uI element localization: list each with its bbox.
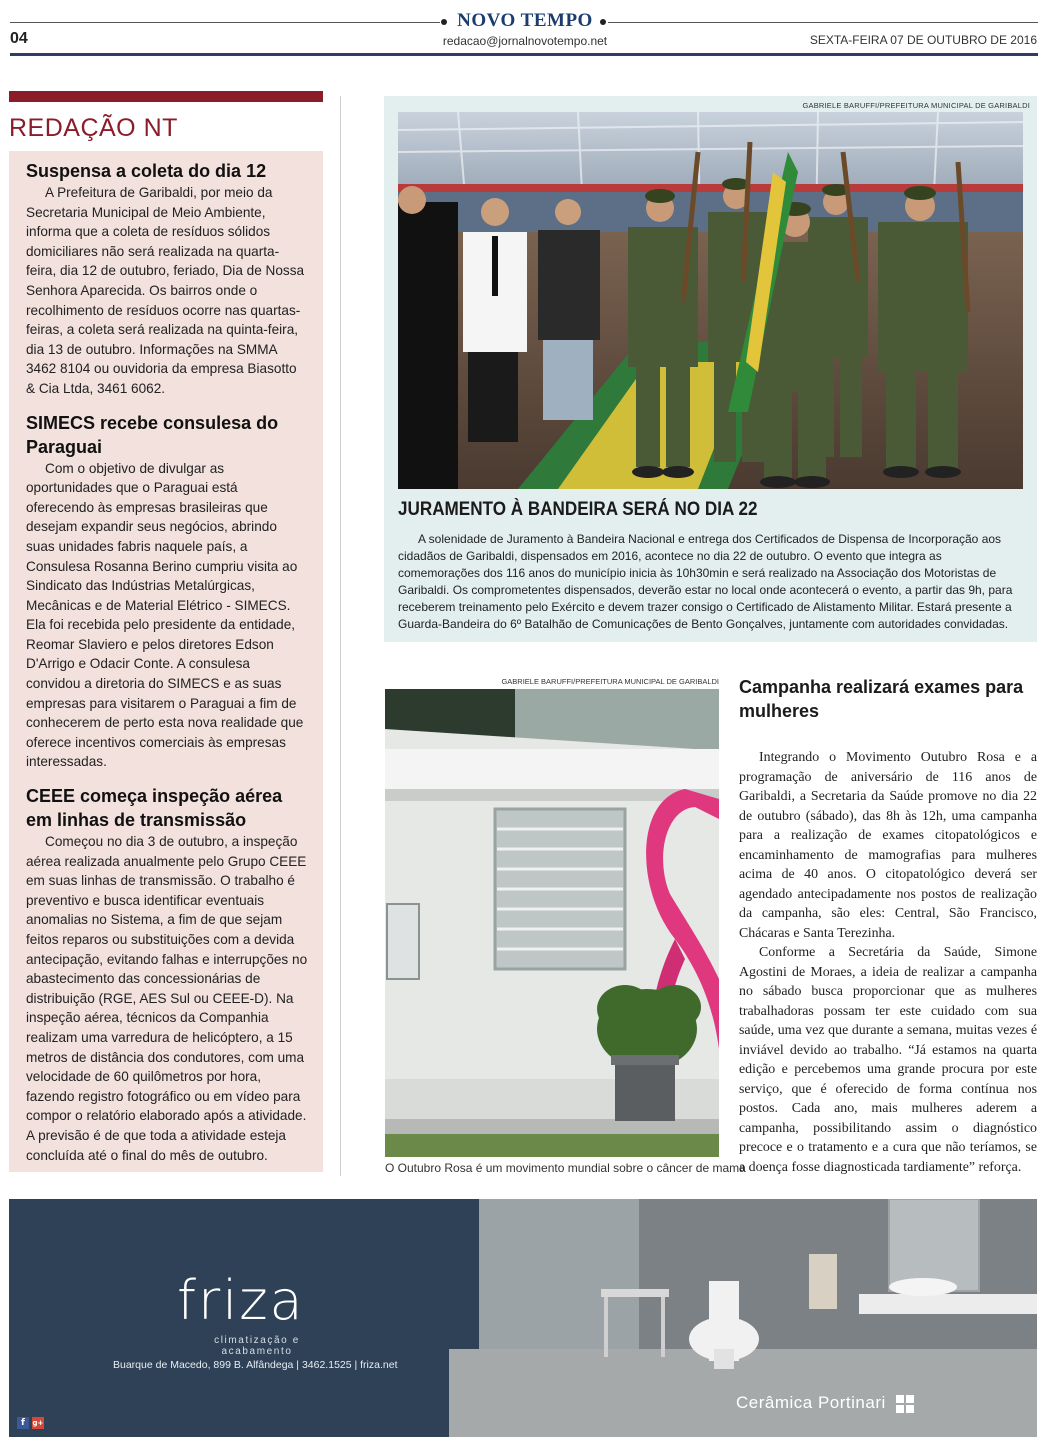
parade-illustration — [398, 112, 1023, 489]
feature-body: A solenidade de Juramento à Bandeira Nacional e entrega dos Certificados de Dispensa de Incorporação aos cidadãos de Garibaldi, dispensados em 2016, acontece no dia 22 de outubro. O evento que integra as comemorações dos 116 anos do município inicia às 10h30min e será realizado na Associação dos Motoristas de Garibaldi. Os comprometentes dispensados, deverão estar no local onde acontecerá o evento, a partir das 9h, para receberem treinamento pelo Exército e devem trazer consigo o Certificado de Alistamento Militar. Estará presente a Guarda-Bandeira do 6º Batalhão de Comunicações de Bento Gonçalves, juntamente com autoridades convidadas. — [398, 532, 1013, 631]
news-briefs-list — [26, 159, 308, 1177]
brief-body: Com o objetivo de divulgar as oportunidades que o Paraguai está oferecendo às empresas brasileiras que desejam expandir seus negócios, abrindo suas unidades fabris naquele país, a Consulesa Rosanna Berino cumpriu visita ao Sindicato das Indústrias Metalúrgicas, Mecânicas e de Material Elétrico - SIMECS. Ela foi recebida pelo presidente da entidade, Reomar Slaviero e pelos diretores Edson D'Arrigo e Odacir Conte. A consulesa convidou a diretoria do SIMECS e as suas empresas para visitarem o Paraguai a fim de conhecerem de perto esta nova realidade que oferece incentivos comerciais às empresas interessadas. — [26, 460, 304, 770]
facebook-icon[interactable]: f — [17, 1417, 29, 1429]
social-links — [17, 1417, 44, 1429]
friza-logo: friza — [177, 1269, 305, 1332]
google-plus-icon[interactable]: g+ — [32, 1419, 44, 1427]
article-paragraph: Conforme a Secretária da Saúde, Simone Agostini de Moraes, a ideia de realizar a campanha no sábado busca proporcionar que as mulheres trabalhadoras possam ter este cuidado com sua saúde, uma vez que durante a semana, muitas vezes é inviável devido ao trabalho. “Já estamos na quarta edição e percebemos uma grande procura por este serviço, que é oferecido de forma contínua nos postos. Cada ano, mais mulheres aderem a campanha, possibilitando assim o diagnóstico precoce e o tratamento e a cura que não teríamos, se a doença fosse diagnosticada tardiamente” reforça. — [739, 945, 1037, 1175]
header-rule-bottom — [10, 53, 1038, 56]
photo-caption: O Outubro Rosa é um movimento mundial sobre o câncer de mama — [385, 1161, 746, 1175]
contact-email[interactable]: redacao@jornalnovotempo.net — [442, 34, 608, 48]
header-rule-left — [10, 22, 440, 23]
portinari-logo-icon — [896, 1395, 914, 1413]
friza-advertisement[interactable] — [9, 1199, 1037, 1437]
header-bullet-right — [600, 19, 606, 25]
pink-ribbon-illustration — [385, 689, 719, 1157]
article-paragraph: Integrando o Movimento Outubro Rosa e a programação de aniversário de 116 anos de Garibaldi, a Secretaria da Saúde promove no dia 22 de outubro (sábado), das 8h às 12h, uma campanha para a realização de exames citopatológicos e encaminhamento de mamografias para mulheres acima de 40 anos. O citopatológico deverá ser agendado antecipadamente nos postos de realização da campanha, são eles: Central, São Francisco, Chácaras e Santa Terezinha. — [739, 750, 1037, 941]
brief-title: CEEE começa inspeção aérea em linhas de transmissão — [26, 786, 283, 831]
flag-oath-parade-photo — [398, 112, 1023, 489]
brief-title: SIMECS recebe consulesa do Paraguai — [26, 412, 279, 457]
issue-date: SEXTA-FEIRA 07 DE OUTUBRO DE 2016 — [809, 33, 1037, 47]
photo-credit: GABRIELE BARUFFI/PREFEITURA MUNICIPAL DE GARIBALDI — [802, 101, 1030, 110]
brief-title: Suspensa a coleta do dia 12 — [26, 161, 267, 181]
photo-credit: GABRIELE BARUFFI/PREFEITURA MUNICIPAL DE GARIBALDI — [501, 677, 719, 686]
brief-body: Começou no dia 3 de outubro, a inspeção aérea realizada anualmente pelo Grupo CEEE em suas linhas de transmissão. O trabalho é preventivo e busca identificar eventuais anomalias no Sistema, a fim de que sejam feitos reparos ou substituições com a devida antecipação, evitando falhas e interrupções no abastecimento das concessionárias de distribuição (RGE, AES Sul ou CEEE-D). Na inspeção aérea, técnicos da Companhia realizam uma varredura de helicóptero, a 15 metros de distância dos condutores, com uma velocidade de 60 quilômetros por hora, fazendo registro fotográfico ou em vídeo para compor o relatório elaborado após a atividade. A previsão é de que toda a atividade esteja concluída até o final do mês de outubro. — [26, 834, 308, 1163]
feature-headline: JURAMENTO À BANDEIRA SERÁ NO DIA 22 — [398, 499, 758, 520]
section-color-bar — [9, 91, 323, 102]
portinari-brand: Cerâmica Portinari — [736, 1393, 886, 1412]
article-headline: Campanha realizará exames para mulheres — [739, 677, 1024, 721]
friza-tagline: climatização e acabamento — [214, 1335, 300, 1357]
friza-address: Buarque de Macedo, 899 B. Alfândega | 3462.1525 | friza.net — [113, 1359, 398, 1371]
section-title: REDAÇÃO NT — [9, 114, 178, 142]
header-rule-right — [608, 22, 1038, 23]
masthead: NOVO TEMPO — [457, 10, 593, 31]
pink-ribbon-photo — [385, 689, 719, 1157]
column-divider — [340, 96, 341, 1176]
page-number: 04 — [10, 30, 28, 47]
news-briefs-box — [9, 151, 323, 1172]
brief-body: A Prefeitura de Garibaldi, por meio da Secretaria Municipal de Meio Ambiente, informa que a coleta de resíduos sólidos domiciliares não será realizada na quarta-feira, dia 12 de outubro, feriado, Dia de Nossa Senhora Aparecida. Os bairros onde o recolhimento de resíduos ocorre nas quartas-feiras, a coleta será realizada na quinta-feira, dia 13 de outubro. Informações na SMMA 3462 8104 ou ouvidoria da empresa Biasotto & Cia Ltda, 3461 6062. — [26, 185, 305, 396]
article-body — [739, 748, 1037, 1177]
